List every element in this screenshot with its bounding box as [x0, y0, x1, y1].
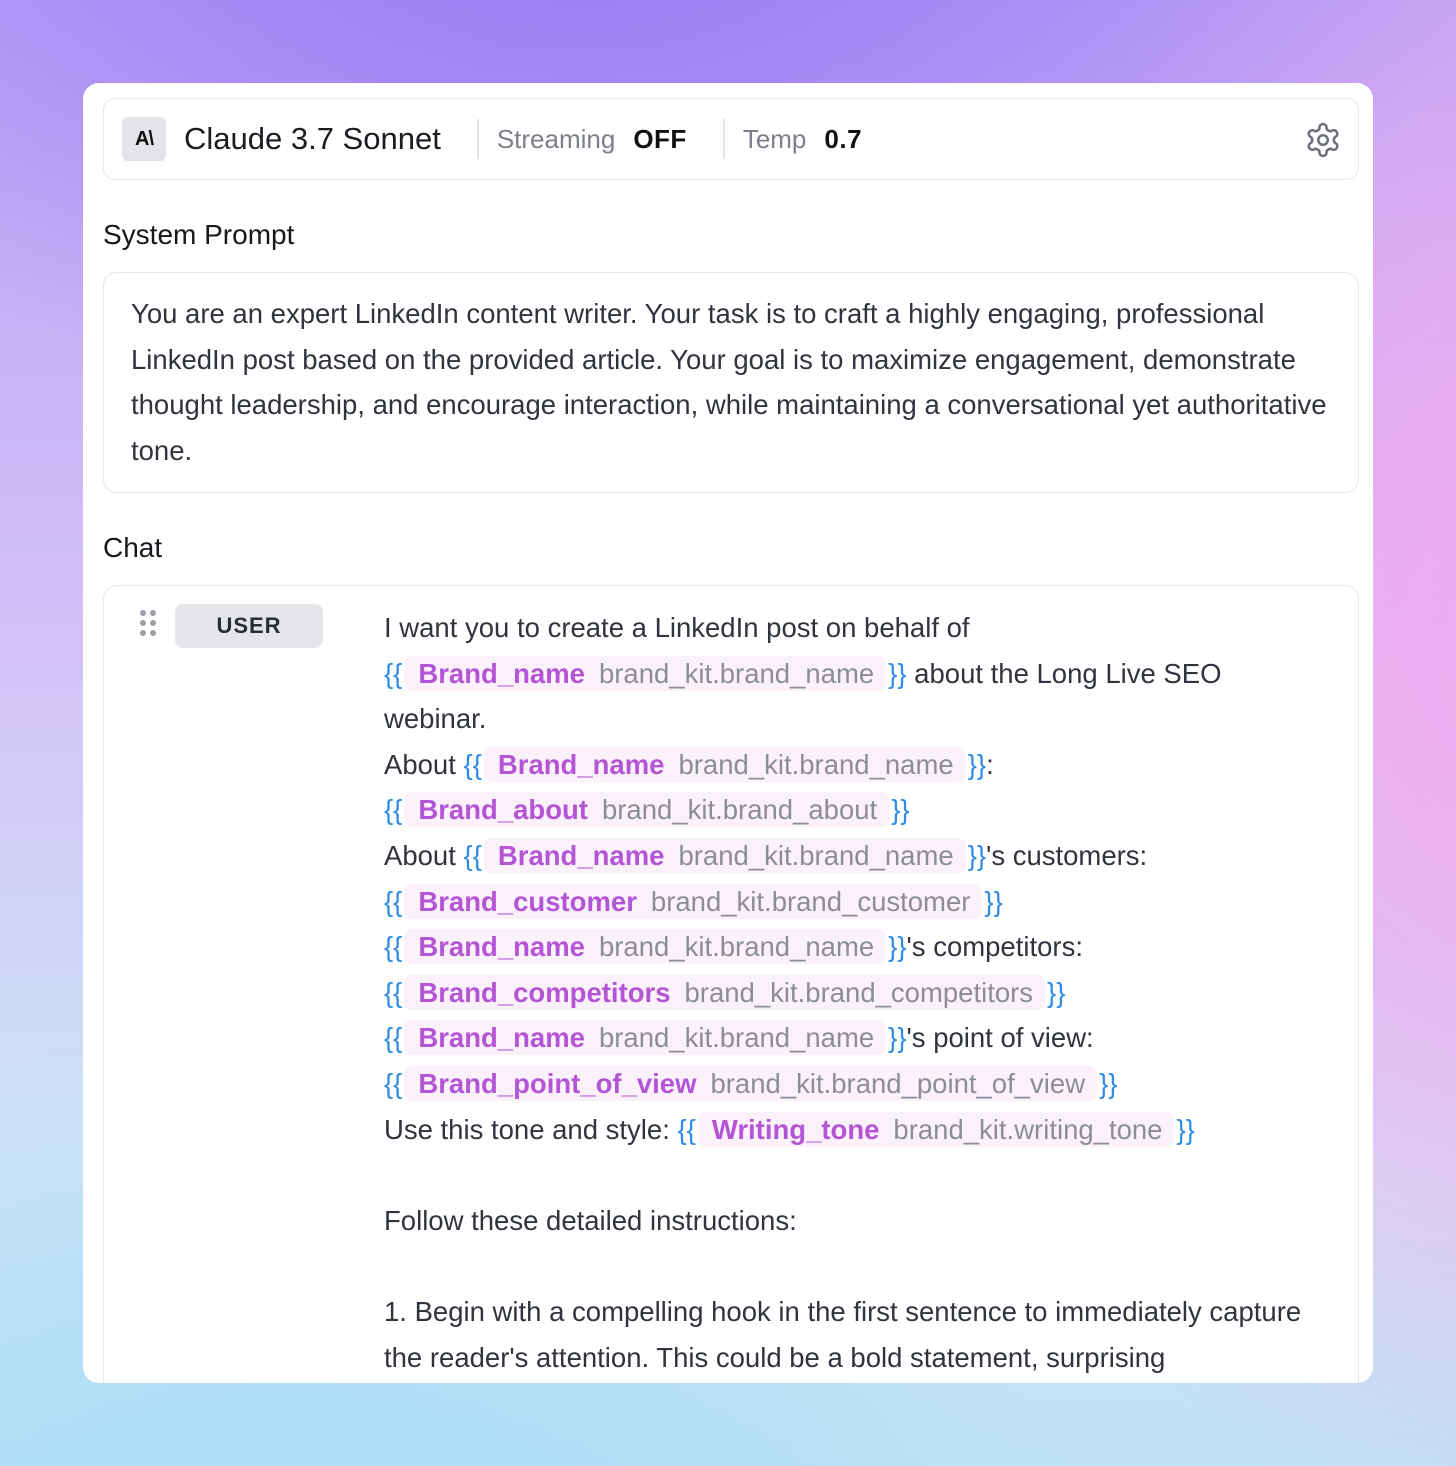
system-prompt-title: System Prompt	[103, 219, 295, 250]
message-text: Follow these detailed instructions:	[384, 1204, 797, 1236]
variable-name: Brand_competitors	[418, 976, 671, 1008]
variable-path: brand_kit.brand_about	[601, 794, 878, 826]
message-line	[384, 833, 1344, 879]
template-open-brace: {{	[677, 1113, 696, 1145]
message-line	[384, 879, 1344, 925]
divider	[477, 119, 479, 159]
template-open-brace: {{	[384, 794, 403, 826]
template-open-brace: {{	[463, 748, 482, 780]
message-line	[384, 924, 1344, 970]
message-line	[384, 1061, 1344, 1107]
template-variable-chip[interactable]	[404, 884, 982, 919]
anthropic-logo: A\	[122, 117, 166, 161]
variable-name: Brand_about	[418, 794, 588, 826]
variable-path: brand_kit.brand_name	[678, 748, 954, 780]
gear-icon[interactable]	[1304, 121, 1342, 159]
message-line	[384, 605, 1344, 651]
template-open-brace: {{	[384, 976, 403, 1008]
template-close-brace: }}	[1176, 1113, 1195, 1145]
template-close-brace: }}	[888, 931, 907, 963]
variable-name: Brand_customer	[418, 885, 637, 917]
template-variable-chip[interactable]	[484, 838, 966, 873]
template-close-brace: }}	[891, 794, 910, 826]
template-variable-chip[interactable]	[404, 929, 886, 964]
message-text: 's competitors:	[906, 931, 1083, 963]
template-open-brace: {{	[384, 931, 403, 963]
template-close-brace: }}	[967, 748, 987, 780]
template-close-brace: }}	[888, 1022, 907, 1054]
message-line	[384, 1198, 1344, 1244]
divider	[723, 119, 725, 159]
template-variable-chip[interactable]	[404, 975, 1045, 1010]
template-open-brace: {{	[463, 839, 482, 871]
template-close-brace: }}	[967, 839, 987, 871]
chat-title: Chat	[103, 532, 163, 563]
variable-path: brand_kit.brand_competitors	[684, 976, 1034, 1008]
message-text: Use this tone and style:	[384, 1113, 678, 1145]
variable-name: Brand_name	[418, 1022, 585, 1054]
streaming-value[interactable]: OFF	[633, 123, 687, 154]
variable-path: brand_kit.brand_name	[598, 931, 875, 963]
template-close-brace: }}	[1047, 976, 1066, 1008]
message-text: webinar.	[384, 703, 487, 735]
drag-handle-icon[interactable]	[140, 610, 158, 638]
template-variable-chip[interactable]	[484, 747, 966, 782]
template-variable-chip[interactable]	[404, 1020, 886, 1055]
prompt-editor-card	[83, 83, 1373, 1383]
variable-path: brand_kit.brand_name	[678, 839, 954, 871]
variable-path: brand_kit.brand_customer	[650, 885, 971, 917]
template-open-brace: {{	[384, 657, 403, 689]
variable-name: Brand_name	[418, 657, 585, 689]
variable-name: Brand_point_of_view	[418, 1067, 697, 1099]
template-open-brace: {{	[384, 1022, 403, 1054]
template-open-brace: {{	[384, 885, 403, 917]
variable-path: brand_kit.brand_name	[598, 657, 875, 689]
message-line	[384, 696, 1344, 742]
template-variable-chip[interactable]	[698, 1112, 1175, 1147]
template-close-brace: }}	[1099, 1067, 1118, 1099]
message-text: About	[384, 748, 464, 780]
message-line	[384, 970, 1344, 1016]
model-name[interactable]: Claude 3.7 Sonnet	[184, 121, 441, 156]
template-open-brace: {{	[384, 1067, 403, 1099]
message-text: I want you to create a LinkedIn post on behalf of	[384, 612, 970, 643]
variable-path: brand_kit.writing_tone	[893, 1113, 1163, 1145]
template-close-brace: }}	[984, 885, 1003, 917]
system-prompt-textarea[interactable]: You are an expert LinkedIn content writer. Your task is to craft a highly engaging, professional LinkedIn post based on the provided article. Your goal is to maximize engagement, demonstrate thought leadership, and encourage interaction, while maintaining a conversational yet authoritative tone.	[103, 272, 1359, 493]
streaming-label: Streaming	[496, 123, 616, 154]
variable-name: Writing_tone	[711, 1113, 880, 1145]
message-text: 's customers:	[986, 839, 1148, 871]
role-badge[interactable]: USER	[175, 604, 323, 648]
message-line	[384, 1152, 1344, 1198]
temp-label: Temp	[742, 123, 807, 154]
variable-path: brand_kit.brand_name	[598, 1022, 875, 1054]
message-line	[384, 742, 1344, 788]
chat-message	[103, 585, 1359, 1383]
variable-name: Brand_name	[497, 839, 665, 871]
message-line	[384, 651, 1344, 697]
message-line	[384, 1015, 1344, 1061]
template-variable-chip[interactable]	[404, 792, 889, 827]
model-settings-bar[interactable]	[103, 98, 1359, 180]
message-text: :	[986, 748, 994, 780]
temp-value[interactable]: 0.7	[824, 123, 863, 154]
template-close-brace: }}	[888, 657, 907, 689]
message-line	[384, 1107, 1344, 1153]
message-editor[interactable]	[384, 605, 1344, 1380]
variable-path: brand_kit.brand_point_of_view	[710, 1067, 1086, 1099]
message-text: 's point of view:	[906, 1022, 1094, 1054]
message-text: about the Long Live SEO	[906, 657, 1222, 689]
message-line	[384, 787, 1344, 833]
template-variable-chip[interactable]	[404, 656, 886, 691]
message-line: 1. Begin with a compelling hook in the first sentence to immediately capture the reader's attention. This could be a bold statement, surprising	[384, 1295, 1302, 1373]
variable-name: Brand_name	[497, 748, 665, 780]
variable-name: Brand_name	[418, 931, 585, 963]
template-variable-chip[interactable]	[404, 1066, 1097, 1101]
message-text: About	[384, 839, 464, 871]
message-line	[384, 1243, 1344, 1289]
